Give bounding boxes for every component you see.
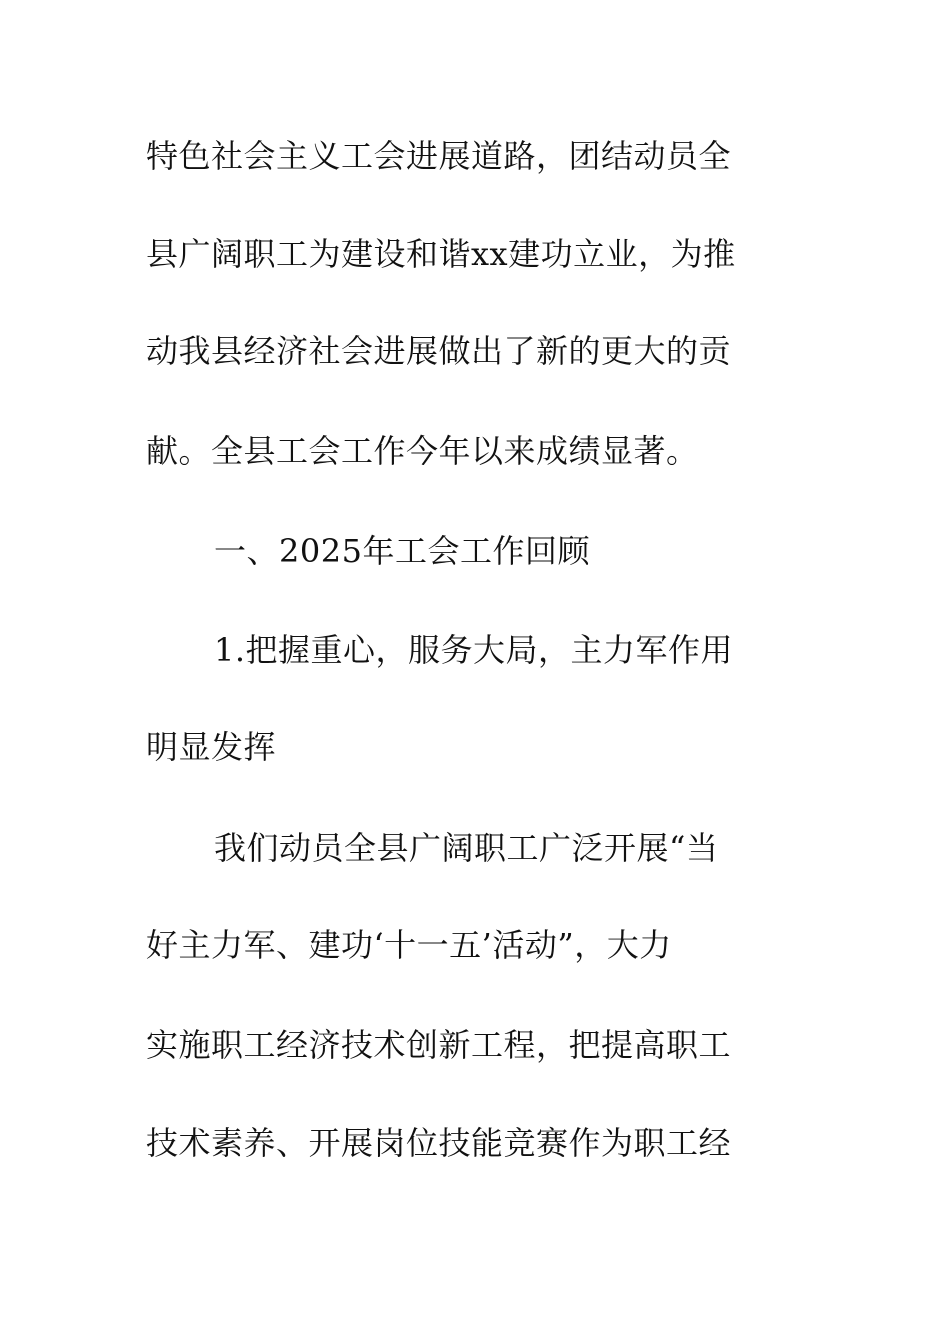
paragraph-line: 技术素养、开展岗位技能竞赛作为职工经 bbox=[146, 1124, 732, 1162]
paragraph-line: 动我县经济社会进展做出了新的更大的贡 bbox=[146, 332, 732, 370]
subsection-heading-continued: 明显发挥 bbox=[146, 728, 277, 766]
paragraph-line: 县广阔职工为建设和谐xx建功立业，为推 bbox=[146, 235, 736, 273]
paragraph-line: 好主力军、建功‘十一五’活动”，大力 bbox=[146, 926, 672, 964]
paragraph-line: 献。全县工会工作今年以来成绩显著。 bbox=[146, 432, 699, 470]
paragraph-line: 特色社会主义工会进展道路，团结动员全 bbox=[146, 137, 732, 175]
paragraph-line: 实施职工经济技术创新工程，把提高职工 bbox=[146, 1026, 732, 1064]
section-heading: 一、2025年工会工作回顾 bbox=[214, 532, 590, 570]
subsection-heading: 1.把握重心，服务大局，主力军作用 bbox=[214, 631, 734, 669]
paragraph-line: 我们动员全县广阔职工广泛开展“当 bbox=[214, 829, 719, 867]
